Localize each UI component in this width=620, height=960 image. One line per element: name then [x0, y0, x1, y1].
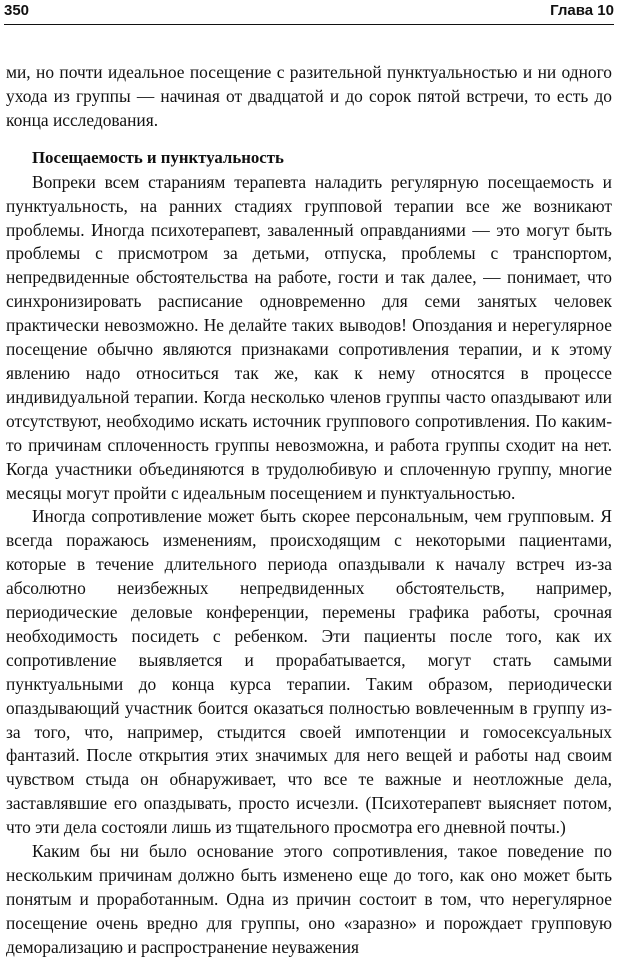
- paragraph-personal-resistance: Иногда сопротивление может быть скорее персональным, чем групповым. Я всегда поражаюсь изменениям, происходящим с некоторыми пациентами, которые в течение длительного периода опаздывали к началу встреч из-за абсолютно неизбежных непредвиденных обстоятельств, например, периодические деловые конференции, перемены графика работы, срочная необходимость посидеть с ребенком. Эти пациенты после того, как их сопротивление выявляется и прорабатывается, могут стать самыми пунктуальными до конца курса терапии. Таким образом, периодически опаздывающий участник боится оказаться полностью вовлеченным в группу из-за того, что, например, стыдится своей импотенции и гомосексуальных фантазий. После открытия этих значимых для него вещей и работы над своим чувством стыда он обнаруживает, что все те важные и неотложные дела, заставлявшие его опаздывать, просто исчезли. (Психотерапевт выясняет потом, что эти дела состояли лишь из тщательного просмотра его дневной почты.): [6, 506, 612, 838]
- paragraph-behavior-change: Каким бы ни было основание этого сопротивления, такое поведение по нескольким причинам должно быть изменено еще до того, как оно может быть понятым и проработанным. Одна из причин состоит в том, что нерегулярное посещение очень вредно для группы, оно «заразно» и порождает групповую деморализацию и распространение неуважения: [6, 841, 612, 957]
- paragraph-attendance: Вопреки всем стараниям терапевта наладить регулярную посещаемость и пунктуальность, на ранних стадиях групповой терапии все же возникают проблемы. Иногда психотерапевт, заваленный оправданиями — это могут быть проблемы с присмотром за детьми, отпуска, проблемы с транспортом, непредвиденные обстоятельства на работе, гости и так далее, — понимает, что синхронизировать расписание одновременно для семи занятых человек практически невозможно. Не делайте таких выводов! Опоздания и нерегулярное посещение обычно являются признаками сопротивления терапии, и к этому явлению надо относиться так же, как к нему относятся в процессе индивидуальной терапии. Когда несколько членов группы часто опаздывают или отсутствуют, необходимо искать источник группового сопротивления. По каким-то причинам сплоченность группы невозможна, и работа группы сходит на нет. Когда участники объединяются в трудолюбивую и сплоченную группу, многие месяцы могут пройти с идеальным посещением и пунктуальностью.: [6, 171, 612, 503]
- running-header: [4, 0, 614, 25]
- section-heading: Посещаемость и пунктуальность: [32, 147, 284, 167]
- page-number: 350: [4, 2, 30, 19]
- body-text: [6, 61, 612, 960]
- chapter-title: Глава 10: [550, 2, 614, 19]
- paragraph-continued: ми, но почти идеальное посещение с разительной пунктуальностью и ни одного ухода из группы — начиная от двадцатой и до сорок пятой встречи, то есть до конца исследования.: [6, 62, 612, 130]
